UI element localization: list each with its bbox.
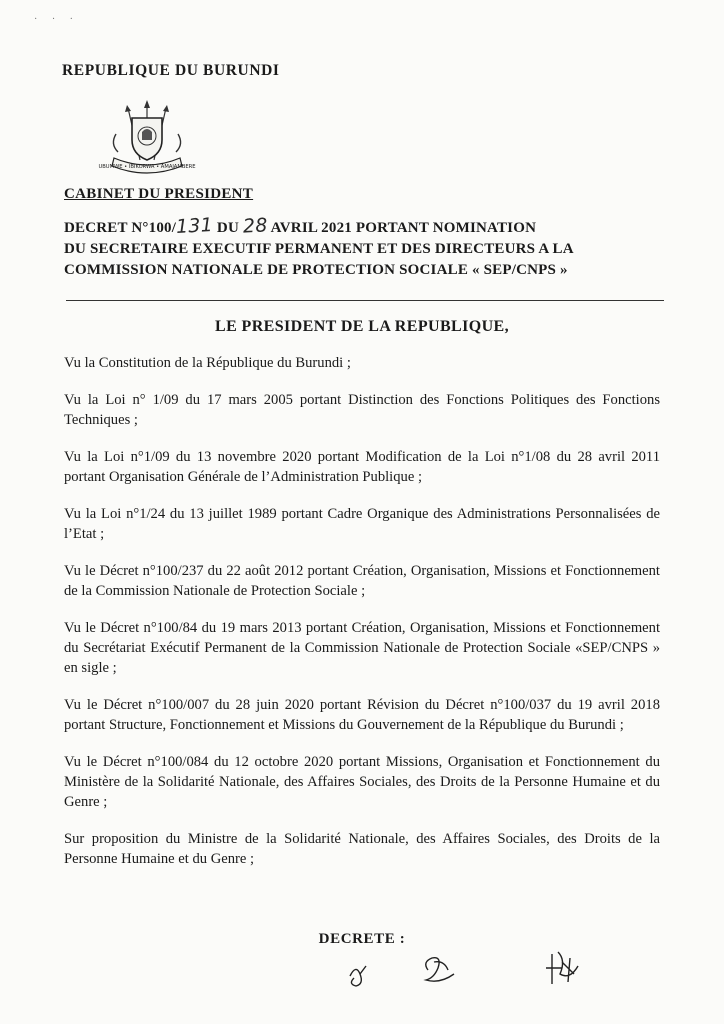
initial-mark-1	[350, 966, 366, 986]
consideration-paragraph: Vu le Décret n°100/237 du 22 août 2012 portant Création, Organisation, Missions et Fonctionnement de la Commission Nationale de Protection Sociale ;	[64, 563, 660, 599]
consideration-paragraph: Vu le Décret n°100/007 du 28 juin 2020 portant Révision du Décret n°100/037 du 19 avril 2018 portant Structure, Fonctionnement et Missions du Gouvernement de la République du Burundi ;	[64, 697, 660, 733]
consideration-paragraph: Vu le Décret n°100/84 du 19 mars 2013 portant Création, Organisation, Missions et Fonctionnement du Secrétariat Exécutif Permanent de la Commission Nationale de Protection Sociale «SEP/CNPS » en sigle ;	[64, 620, 660, 676]
decree-prefix: DECRET N°100/	[64, 220, 177, 236]
decree-title-line-3: COMMISSION NATIONALE DE PROTECTION SOCIALE « SEP/CNPS »	[64, 262, 568, 278]
initial-mark-3	[546, 952, 578, 984]
scan-mark: · · ·	[34, 14, 79, 25]
cabinet-heading: CABINET DU PRESIDENT	[64, 186, 254, 202]
handwritten-initials	[330, 940, 630, 1000]
decree-title	[64, 216, 664, 281]
decree-day-handwritten: 28	[242, 214, 269, 238]
decree-title-line-1	[64, 216, 664, 239]
consideration-paragraph: Sur proposition du Ministre de la Solidarité Nationale, des Affaires Sociales, des Droits de la Personne Humaine et du Genre ;	[64, 831, 660, 867]
decree-du: DU	[216, 220, 239, 236]
president-heading: LE PRESIDENT DE LA REPUBLIQUE,	[215, 318, 509, 335]
consideration-paragraph: Vu la Loi n°1/24 du 13 juillet 1989 portant Cadre Organique des Administrations Personnalisées de l’Etat ;	[64, 506, 660, 542]
seal-motto: UBUMWE • IBIKORWA • AMAJAMBERE	[98, 164, 196, 170]
decree-rest-line-1: AVRIL 2021 PORTANT NOMINATION	[270, 220, 537, 236]
coat-of-arms-seal	[98, 100, 196, 176]
initial-mark-2	[426, 958, 454, 981]
decree-number-handwritten: 131	[175, 214, 214, 238]
title-divider	[66, 300, 664, 301]
consideration-paragraph: Vu le Décret n°100/084 du 12 octobre 2020 portant Missions, Organisation et Fonctionnement du Ministère de la Solidarité Nationale, des Affaires Sociales, des Droits de la Personne Humaine et du Genre ;	[64, 754, 660, 810]
consideration-paragraph: Vu la Loi n° 1/09 du 17 mars 2005 portant Distinction des Fonctions Politiques des Fonctions Techniques ;	[64, 392, 660, 428]
republic-header: REPUBLIQUE DU BURUNDI	[62, 62, 280, 79]
decree-title-line-2: DU SECRETAIRE EXECUTIF PERMANENT ET DES DIRECTEURS A LA	[64, 241, 574, 257]
consideration-paragraph: Vu la Constitution de la République du Burundi ;	[64, 355, 351, 371]
consideration-paragraph: Vu la Loi n°1/09 du 13 novembre 2020 portant Modification de la Loi n°1/08 du 28 avril 2011 portant Organisation Générale de l’Administration Publique ;	[64, 449, 660, 485]
considerations-body	[64, 353, 660, 886]
decrete-heading: DECRETE :	[318, 931, 406, 947]
